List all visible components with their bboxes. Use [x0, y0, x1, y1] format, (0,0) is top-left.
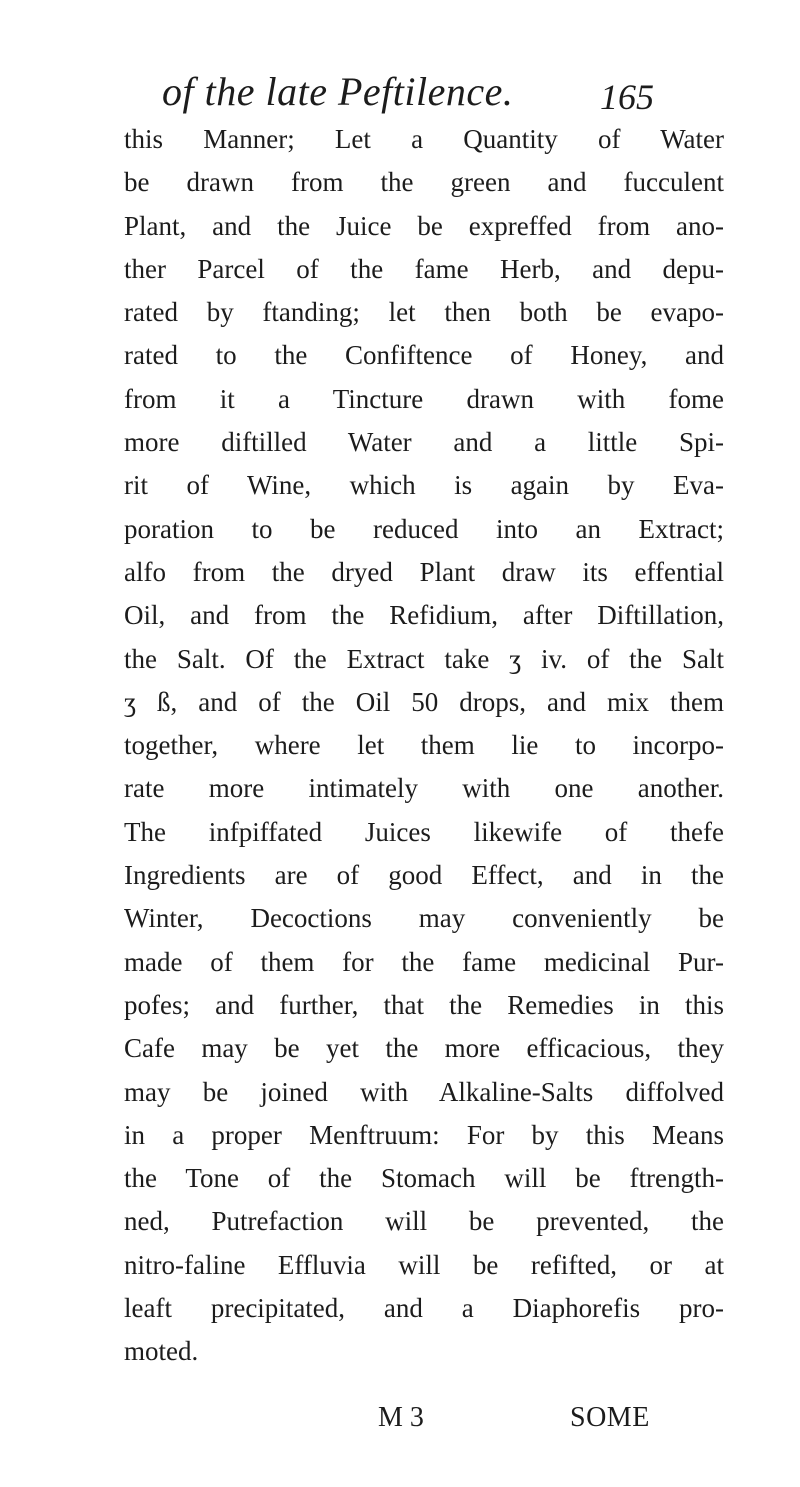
- text-line: ned, Putrefaction will be prevented, the: [124, 1206, 724, 1237]
- catchword: SOME: [570, 1402, 650, 1433]
- text-line: Winter, Decoctions may conveniently be: [124, 903, 724, 934]
- text-line: pofes; and further, that the Remedies in this: [124, 989, 724, 1020]
- text-line: Cafe may be yet the more efficacious, they: [124, 1033, 724, 1064]
- running-head: [0, 62, 800, 122]
- text-line: alfo from the dryed Plant draw its effential: [124, 556, 724, 587]
- page-number: 165: [600, 77, 654, 117]
- text-line: Oil, and from the Refidium, after Diftillation,: [124, 600, 724, 631]
- text-line: made of them for the fame medicinal Pur-: [124, 946, 724, 977]
- text-line: may be joined with Alkaline-Salts diffolved: [124, 1076, 724, 1107]
- text-line: in a proper Menftruum: For by this Means: [124, 1119, 724, 1150]
- text-line: be drawn from the green and fucculent: [124, 167, 724, 198]
- text-line: the Salt. Of the Extract take ʒ iv. of the Salt: [124, 643, 724, 674]
- text-line: nitro-faline Effluvia will be refifted, or at: [124, 1249, 724, 1280]
- text-line: more diftilled Water and a little Spi-: [124, 427, 724, 458]
- signature-mark: M 3: [378, 1402, 424, 1433]
- text-line: the Tone of the Stomach will be ftrength-: [124, 1163, 724, 1194]
- text-line: this Manner; Let a Quantity of Water: [124, 124, 724, 154]
- page-footer: [0, 1402, 800, 1442]
- text-line: Plant, and the Juice be expreffed from ano-: [124, 210, 724, 241]
- text-line: rated to the Confiftence of Honey, and: [124, 340, 724, 371]
- body-text: [124, 118, 724, 1374]
- text-line: Ingredients are of good Effect, and in the: [124, 860, 724, 891]
- text-line: The infpiffated Juices likewife of thefe: [124, 816, 724, 847]
- running-title: of the late Peftilence.: [162, 69, 514, 114]
- text-line: rated by ftanding; let then both be evapo-: [124, 297, 724, 328]
- text-line: ʒ ß, and of the Oil 50 drops, and mix them: [124, 686, 724, 717]
- text-line: leaft precipitated, and a Diaphorefis pro-: [124, 1293, 724, 1324]
- text-line: rit of Wine, which is again by Eva-: [124, 470, 724, 501]
- text-line: from it a Tincture drawn with fome: [124, 383, 724, 414]
- text-line: together, where let them lie to incorpo-: [124, 730, 724, 761]
- text-line: rate more intimately with one another.: [124, 773, 724, 804]
- text-line: poration to be reduced into an Extract;: [124, 513, 724, 544]
- text-line: ther Parcel of the fame Herb, and depu-: [124, 253, 724, 284]
- text-line: moted.: [124, 1336, 199, 1367]
